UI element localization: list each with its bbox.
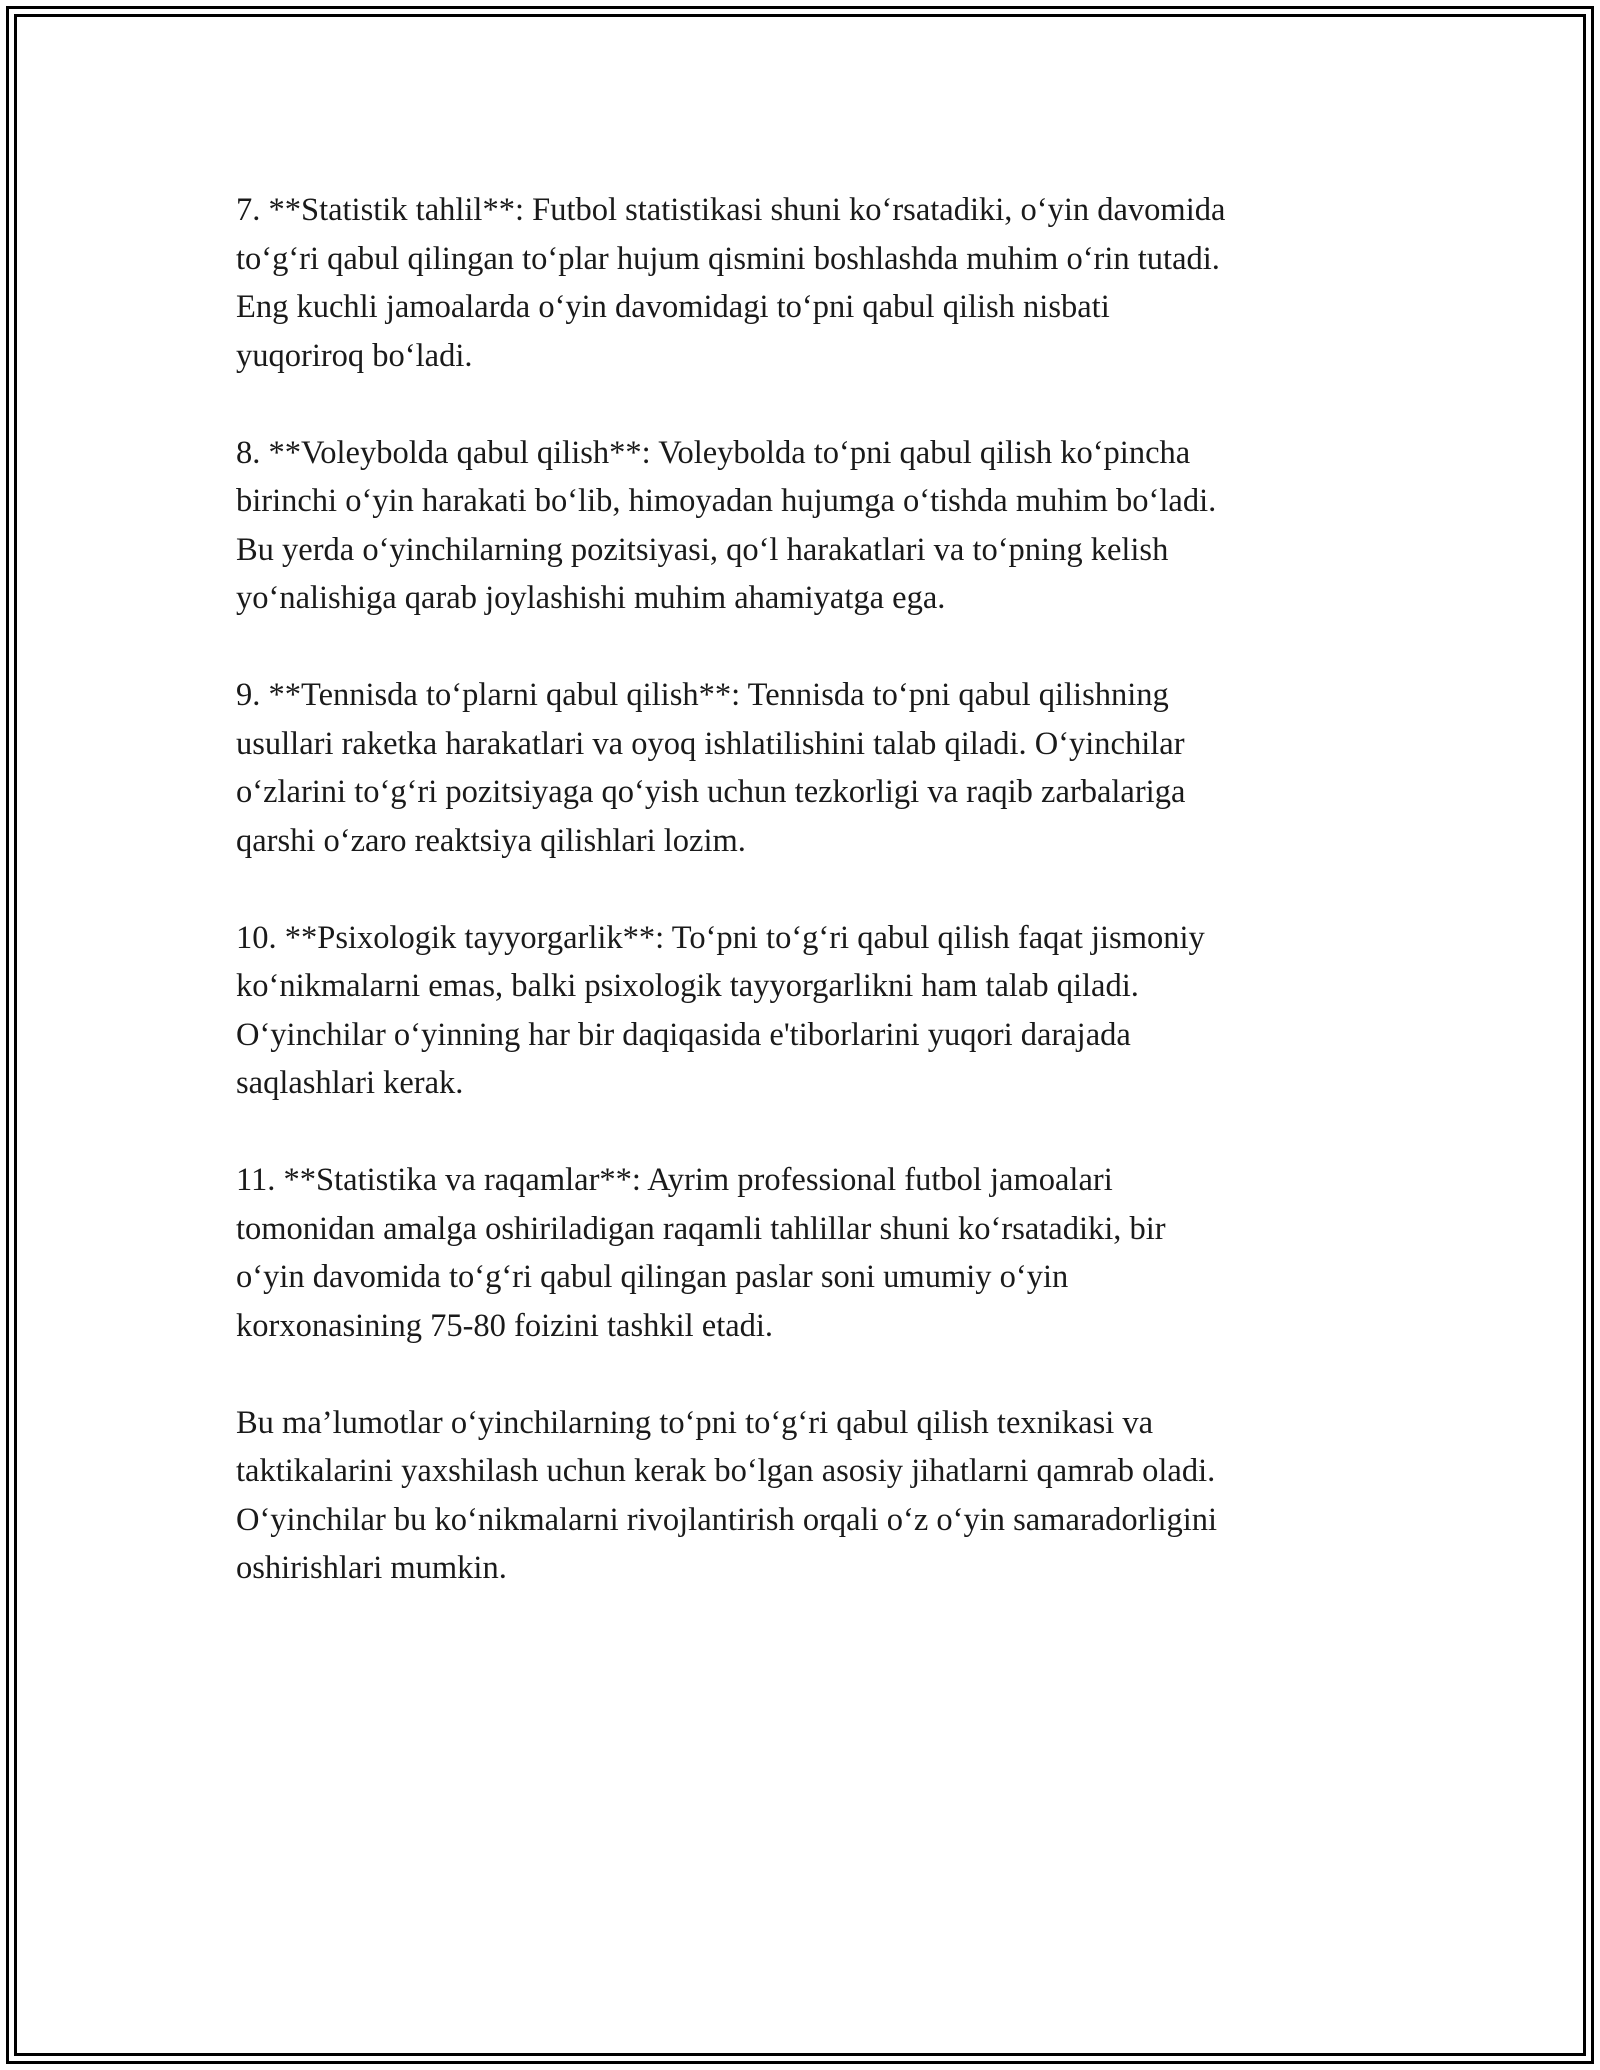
- text-line: birinchi o‘yin harakati bo‘lib, himoyadan hujumga o‘tishda muhim bo‘ladi.: [236, 483, 1217, 519]
- paragraph-conclusion: [236, 1399, 1366, 1593]
- text-line: 9. **Tennisda to‘plarni qabul qilish**: Tennisda to‘pni qabul qilishning: [236, 677, 1169, 713]
- text-line: to‘g‘ri qabul qilingan to‘plar hujum qismini boshlashda muhim o‘rin tutadi.: [236, 240, 1220, 277]
- paragraph-psixologik-tayyorgarlik: [236, 914, 1366, 1108]
- text-line: saqlashlari kerak.: [236, 1065, 464, 1101]
- text-line: 8. **Voleybolda qabul qilish**: Voleybolda to‘pni qabul qilish ko‘pincha: [236, 434, 1191, 471]
- text-line: o‘yin davomida to‘g‘ri qabul qilingan paslar soni umumiy o‘yin: [236, 1259, 1069, 1295]
- text-line: 7. **Statistik tahlil**: Futbol statistikasi shuni ko‘rsatadiki, o‘yin davomida: [236, 192, 1226, 228]
- text-line: 11. **Statistika va raqamlar**: Ayrim professional futbol jamoalari: [236, 1162, 1113, 1198]
- text-line: taktikalarini yaxshilash uchun kerak bo‘lgan asosiy jihatlarni qamrab oladi.: [236, 1453, 1216, 1489]
- text-line: oshirishlari mumkin.: [236, 1550, 507, 1586]
- document-body: [236, 186, 1366, 1641]
- text-line: o‘zlarini to‘g‘ri pozitsiyaga qo‘yish uchun tezkorligi va raqib zarbalariga: [236, 774, 1186, 810]
- paragraph-statistika-raqamlar: [236, 1156, 1366, 1350]
- paragraph-statistik-tahlil: [236, 186, 1366, 380]
- text-line: qarshi o‘zaro reaktsiya qilishlari lozim.: [236, 822, 746, 859]
- text-line: usullari raketka harakatlari va oyoq ishlatilishini talab qiladi. O‘yinchilar: [236, 725, 1185, 762]
- text-line: korxonasining 75-80 foizini tashkil etadi.: [236, 1307, 774, 1344]
- text-line: O‘yinchilar bu ko‘nikmalarni rivojlantirish orqali o‘z o‘yin samaradorligini: [236, 1501, 1218, 1538]
- text-line: O‘yinchilar o‘yinning har bir daqiqasida e'tiborlarini yuqori darajada: [236, 1016, 1131, 1053]
- text-line: ko‘nikmalarni emas, balki psixologik tayyorgarlikni ham talab qiladi.: [236, 968, 1139, 1004]
- text-line: Eng kuchli jamoalarda o‘yin davomidagi to‘pni qabul qilish nisbati: [236, 289, 1110, 325]
- text-line: tomonidan amalga oshiriladigan raqamli tahlillar shuni ko‘rsatadiki, bir: [236, 1210, 1166, 1247]
- text-line: Bu ma’lumotlar o‘yinchilarning to‘pni to‘g‘ri qabul qilish texnikasi va: [236, 1404, 1154, 1441]
- text-line: yuqoriroq bo‘ladi.: [236, 337, 473, 374]
- text-line: 10. **Psixologik tayyorgarlik**: To‘pni to‘g‘ri qabul qilish faqat jismoniy: [236, 919, 1205, 956]
- text-line: yo‘nalishiga qarab joylashishi muhim ahamiyatga ega.: [236, 580, 946, 616]
- paragraph-voleybolda-qabul: [236, 429, 1366, 623]
- text-line: Bu yerda o‘yinchilarning pozitsiyasi, qo‘l harakatlari va to‘pning kelish: [236, 531, 1169, 568]
- paragraph-tennisda-qabul: [236, 671, 1366, 865]
